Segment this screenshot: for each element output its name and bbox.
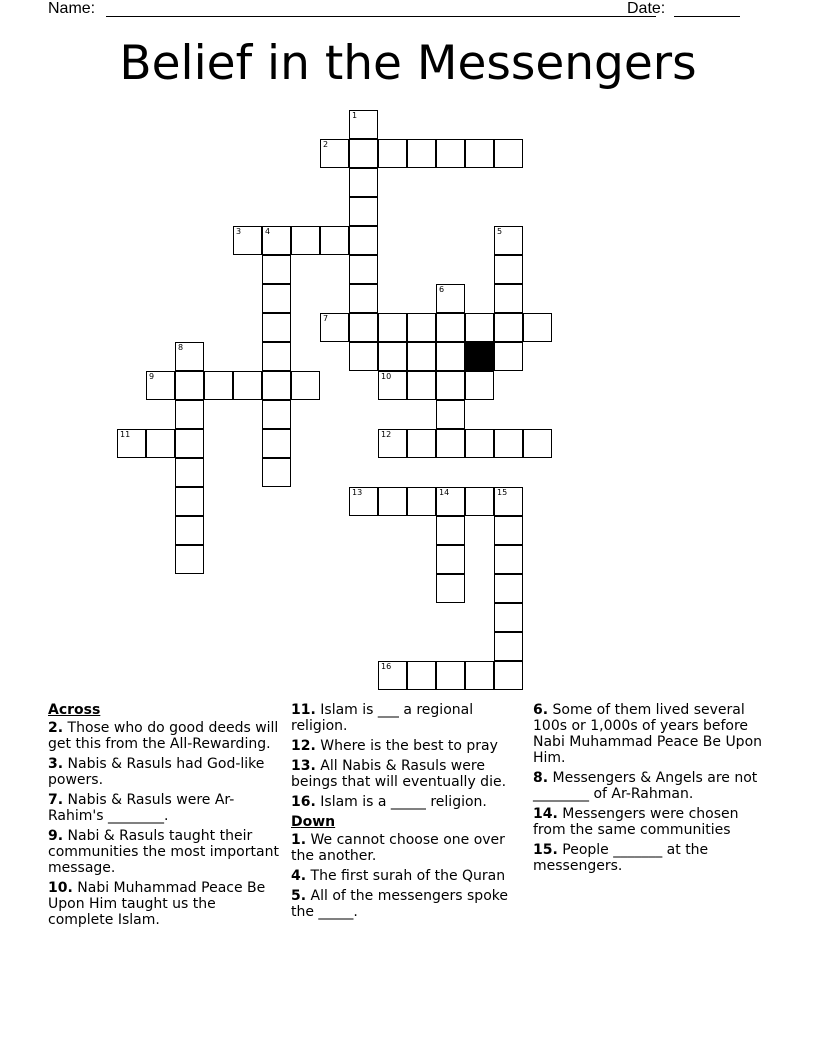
grid-cell[interactable] xyxy=(349,487,378,516)
clue-number: 3. xyxy=(48,756,64,772)
grid-cell[interactable] xyxy=(436,342,465,371)
clue-number-label: 1 xyxy=(352,111,358,120)
clue-text: We cannot choose one over the another. xyxy=(291,832,505,864)
clue-number: 1. xyxy=(291,832,307,848)
grid-cell[interactable] xyxy=(494,429,523,458)
grid-cell[interactable] xyxy=(175,516,204,545)
grid-cell[interactable] xyxy=(349,226,378,255)
grid-cell[interactable] xyxy=(378,139,407,168)
clue-text: All Nabis & Rasuls were beings that will eventually die. xyxy=(291,758,507,790)
grid-cell[interactable] xyxy=(262,284,291,313)
grid-cell[interactable] xyxy=(494,342,523,371)
grid-cell[interactable] xyxy=(465,661,494,690)
clue-text: Nabis & Rasuls were Ar-Rahim's ________. xyxy=(48,792,235,824)
grid-cell[interactable] xyxy=(175,429,204,458)
clue-number-label: 11 xyxy=(120,430,131,439)
clue-number-label: 16 xyxy=(381,662,392,671)
clue-number: 5. xyxy=(291,888,307,904)
clue-text: Those who do good deeds will get this from the All-Rewarding. xyxy=(48,720,279,752)
grid-cell[interactable] xyxy=(465,313,494,342)
clue-number: 12. xyxy=(291,738,316,754)
grid-cell[interactable] xyxy=(378,313,407,342)
grid-cell[interactable] xyxy=(262,255,291,284)
clue-text: The first surah of the Quran xyxy=(310,868,506,884)
grid-block-cell xyxy=(465,342,494,371)
grid-cell[interactable] xyxy=(494,284,523,313)
clue-number-label: 2 xyxy=(323,140,329,149)
grid-cell[interactable] xyxy=(494,632,523,661)
grid-cell[interactable] xyxy=(175,400,204,429)
clue-number-label: 14 xyxy=(439,488,450,497)
grid-cell[interactable] xyxy=(523,429,552,458)
grid-cell[interactable] xyxy=(465,429,494,458)
clue-down-8 xyxy=(533,770,769,802)
grid-cell[interactable] xyxy=(175,545,204,574)
clue-text: Where is the best to pray xyxy=(320,738,498,754)
grid-cell[interactable] xyxy=(175,371,204,400)
page-title: Belief in the Messengers xyxy=(119,36,697,91)
grid-cell[interactable] xyxy=(436,284,465,313)
grid-cell[interactable] xyxy=(465,487,494,516)
grid-cell[interactable] xyxy=(349,139,378,168)
clues-column-2 xyxy=(291,702,527,924)
grid-cell[interactable] xyxy=(233,371,262,400)
grid-cell[interactable] xyxy=(436,545,465,574)
clue-number-label: 3 xyxy=(236,227,242,236)
grid-cell[interactable] xyxy=(349,110,378,139)
grid-cell[interactable] xyxy=(436,487,465,516)
grid-cell[interactable] xyxy=(436,661,465,690)
grid-cell[interactable] xyxy=(407,661,436,690)
grid-cell[interactable] xyxy=(523,313,552,342)
clue-text: Messengers were chosen from the same communities xyxy=(533,806,739,838)
clue-across-11 xyxy=(291,702,527,734)
clue-text: Islam is ___ a regional religion. xyxy=(291,702,474,734)
grid-cell[interactable] xyxy=(262,458,291,487)
grid-cell[interactable] xyxy=(494,226,523,255)
grid-cell[interactable] xyxy=(494,516,523,545)
grid-cell[interactable] xyxy=(436,516,465,545)
grid-cell[interactable] xyxy=(349,313,378,342)
clue-number-label: 5 xyxy=(497,227,503,236)
grid-cell[interactable] xyxy=(494,545,523,574)
clue-text: Messengers & Angels are not ________ of Ar-Rahman. xyxy=(533,770,758,802)
grid-cell[interactable] xyxy=(262,226,291,255)
grid-cell[interactable] xyxy=(320,139,349,168)
grid-cell[interactable] xyxy=(436,139,465,168)
grid-cell[interactable] xyxy=(494,574,523,603)
grid-cell[interactable] xyxy=(262,313,291,342)
grid-cell[interactable] xyxy=(407,429,436,458)
grid-cell[interactable] xyxy=(494,487,523,516)
grid-cell[interactable] xyxy=(117,429,146,458)
clue-down-6 xyxy=(533,702,769,766)
clue-down-15 xyxy=(533,842,769,874)
clue-number-label: 8 xyxy=(178,343,184,352)
clue-number-label: 4 xyxy=(265,227,271,236)
grid-cell[interactable] xyxy=(494,139,523,168)
grid-cell[interactable] xyxy=(349,197,378,226)
grid-cell[interactable] xyxy=(349,255,378,284)
clue-across-9 xyxy=(48,828,284,876)
clue-text: Nabi Muhammad Peace Be Upon Him taught us the complete Islam. xyxy=(48,880,266,928)
grid-cell[interactable] xyxy=(436,371,465,400)
clue-text: Some of them lived several 100s or 1,000s of years before Nabi Muhammad Peace Be Upon Him. xyxy=(533,702,763,766)
grid-cell[interactable] xyxy=(407,139,436,168)
clue-text: Nabis & Rasuls had God-like powers. xyxy=(48,756,265,788)
grid-cell[interactable] xyxy=(407,342,436,371)
clue-number-label: 10 xyxy=(381,372,392,381)
clue-across-13 xyxy=(291,758,527,790)
grid-cell[interactable] xyxy=(349,342,378,371)
grid-cell[interactable] xyxy=(175,487,204,516)
clue-number: 8. xyxy=(533,770,549,786)
clue-down-4 xyxy=(291,868,527,884)
grid-cell[interactable] xyxy=(262,429,291,458)
grid-cell[interactable] xyxy=(146,371,175,400)
clue-number: 7. xyxy=(48,792,64,808)
clue-number-label: 6 xyxy=(439,285,445,294)
clues-column-3 xyxy=(533,702,769,878)
grid-cell[interactable] xyxy=(320,313,349,342)
grid-cell[interactable] xyxy=(378,487,407,516)
clue-across-10 xyxy=(48,880,284,928)
clue-text: All of the messengers spoke the _____. xyxy=(291,888,508,920)
down-heading: Down xyxy=(291,814,336,830)
clue-number: 9. xyxy=(48,828,64,844)
grid-cell[interactable] xyxy=(465,371,494,400)
grid-cell[interactable] xyxy=(494,603,523,632)
clue-number-label: 9 xyxy=(149,372,155,381)
grid-cell[interactable] xyxy=(378,429,407,458)
grid-cell[interactable] xyxy=(262,371,291,400)
grid-cell[interactable] xyxy=(494,255,523,284)
grid-cell[interactable] xyxy=(436,400,465,429)
name-label: Name: xyxy=(48,0,96,17)
clue-down-1 xyxy=(291,832,527,864)
grid-cell[interactable] xyxy=(262,342,291,371)
grid-cell[interactable] xyxy=(407,371,436,400)
clue-number: 6. xyxy=(533,702,549,718)
grid-cell[interactable] xyxy=(291,371,320,400)
grid-cell[interactable] xyxy=(436,574,465,603)
grid-cell[interactable] xyxy=(349,284,378,313)
grid-cell[interactable] xyxy=(465,139,494,168)
clue-down-14 xyxy=(533,806,769,838)
grid-cell[interactable] xyxy=(436,313,465,342)
clue-across-7 xyxy=(48,792,284,824)
clue-number: 10. xyxy=(48,880,73,896)
grid-cell[interactable] xyxy=(233,226,262,255)
grid-cell[interactable] xyxy=(407,313,436,342)
grid-cell[interactable] xyxy=(378,661,407,690)
grid-cell[interactable] xyxy=(349,168,378,197)
clue-number-label: 12 xyxy=(381,430,392,439)
clue-across-3 xyxy=(48,756,284,788)
clue-number-label: 15 xyxy=(497,488,508,497)
clue-number: 11. xyxy=(291,702,316,718)
across-heading: Across xyxy=(48,702,101,718)
clue-across-12 xyxy=(291,738,527,754)
grid-cell[interactable] xyxy=(320,226,349,255)
clue-across-2 xyxy=(48,720,284,752)
date-label: Date: xyxy=(627,0,666,17)
clue-number: 2. xyxy=(48,720,64,736)
clue-number: 15. xyxy=(533,842,558,858)
clues-column-1 xyxy=(48,702,284,932)
clue-number-label: 13 xyxy=(352,488,363,497)
grid-cell[interactable] xyxy=(204,371,233,400)
clue-text: Nabi & Rasuls taught their communities the most important message. xyxy=(48,828,279,876)
grid-cell[interactable] xyxy=(494,661,523,690)
clue-text: People _______ at the messengers. xyxy=(533,842,709,874)
grid-cell[interactable] xyxy=(378,342,407,371)
clue-number: 14. xyxy=(533,806,558,822)
clue-number: 16. xyxy=(291,794,316,810)
clue-number: 4. xyxy=(291,868,307,884)
clue-number-label: 7 xyxy=(323,314,329,323)
grid-cell[interactable] xyxy=(494,313,523,342)
clue-text: Islam is a _____ religion. xyxy=(320,794,487,810)
clue-number: 13. xyxy=(291,758,316,774)
grid-cell[interactable] xyxy=(291,226,320,255)
grid-cell[interactable] xyxy=(436,429,465,458)
clue-across-16 xyxy=(291,794,527,810)
grid-cell[interactable] xyxy=(175,458,204,487)
grid-cell[interactable] xyxy=(146,429,175,458)
grid-cell[interactable] xyxy=(407,487,436,516)
grid-cell[interactable] xyxy=(378,371,407,400)
clue-down-5 xyxy=(291,888,527,920)
grid-cell[interactable] xyxy=(175,342,204,371)
grid-cell[interactable] xyxy=(262,400,291,429)
